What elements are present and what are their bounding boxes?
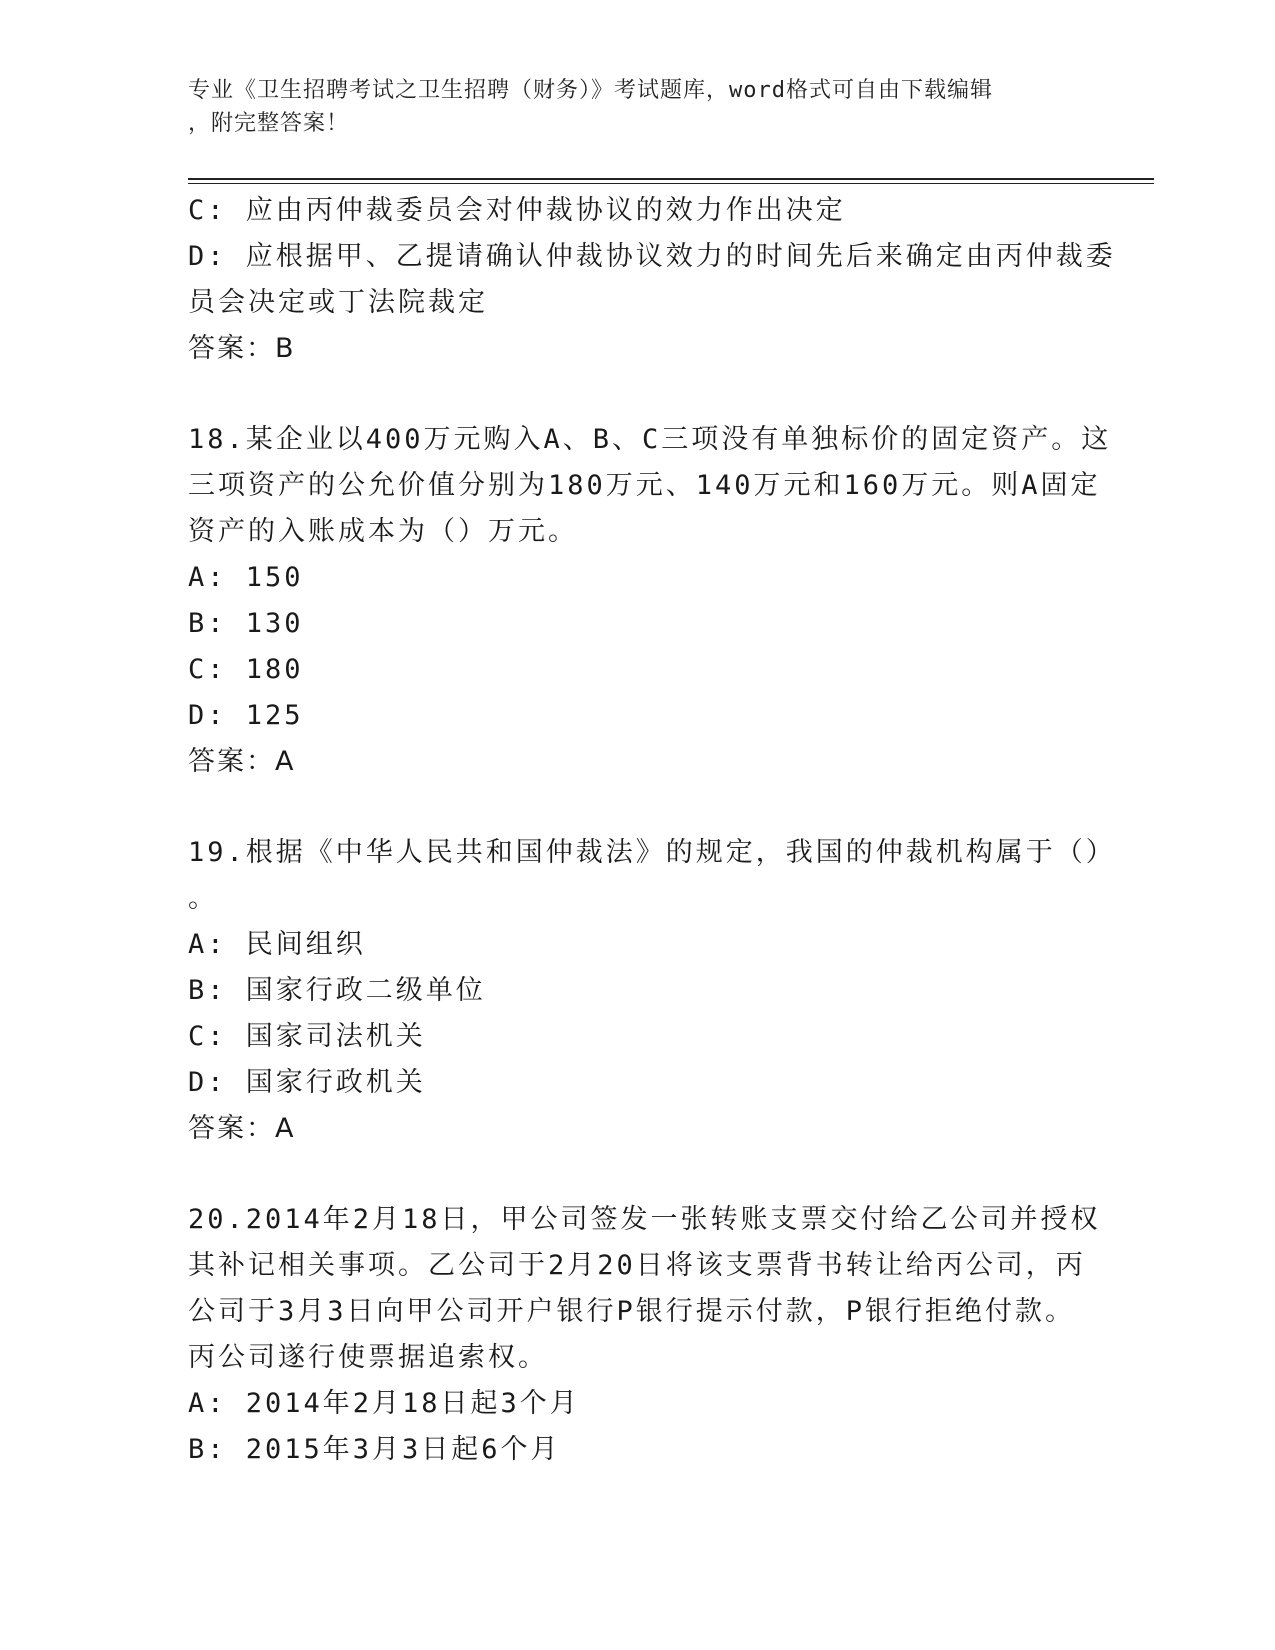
question-stem-line: 其补记相关事项。乙公司于2月20日将该支票背书转让给丙公司，丙 xyxy=(188,1250,1086,1281)
header-title-line-2: ，附完整答案！ xyxy=(188,111,350,136)
question-stem-line: 资产的入账成本为（）万元。 xyxy=(188,516,578,547)
option-d-continued: 员会决定或丁法院裁定 xyxy=(188,287,488,318)
question-stem-line: 丙公司遂行使票据追索权。 xyxy=(188,1342,548,1373)
option-c: C: 应由丙仲裁委员会对仲裁协议的效力作出决定 xyxy=(188,195,846,226)
question-stem-line: 19.根据《中华人民共和国仲裁法》的规定，我国的仲裁机构属于（） xyxy=(188,837,1116,868)
option-d: D: 应根据甲、乙提请确认仲裁协议效力的时间先后来确定由丙仲裁委 xyxy=(188,241,1116,272)
question-stem-line: 。 xyxy=(188,883,218,914)
option-c: C: 国家司法机关 xyxy=(188,1021,426,1052)
question-stem-line: 18.某企业以400万元购入A、B、C三项没有单独标价的固定资产。这 xyxy=(188,424,1112,455)
answer-line: 答案：B xyxy=(188,333,296,364)
answer-line: 答案：A xyxy=(188,746,296,777)
spacer xyxy=(188,372,1088,417)
header-divider-thick xyxy=(188,178,1154,180)
option-c: C: 180 xyxy=(188,654,304,685)
option-a: A: 2014年2月18日起3个月 xyxy=(188,1388,580,1419)
document-body xyxy=(188,188,1116,1473)
spacer xyxy=(188,1152,1088,1197)
option-b: B: 国家行政二级单位 xyxy=(188,975,486,1006)
option-d: D: 国家行政机关 xyxy=(188,1067,426,1098)
option-b: B: 2015年3月3日起6个月 xyxy=(188,1434,561,1465)
question-19 xyxy=(188,830,1116,1152)
option-a: A: 民间组织 xyxy=(188,929,366,960)
question-stem-line: 20.2014年2月18日，甲公司签发一张转账支票交付给乙公司并授权 xyxy=(188,1204,1101,1235)
option-a: A: 150 xyxy=(188,562,304,593)
question-20 xyxy=(188,1197,1101,1473)
option-b: B: 130 xyxy=(188,608,304,639)
option-d: D: 125 xyxy=(188,700,304,731)
header-divider-thin xyxy=(188,183,1154,184)
spacer xyxy=(188,785,1088,830)
page-header xyxy=(188,74,1088,140)
header-title-line: 专业《卫生招聘考试之卫生招聘（财务）》考试题库，word格式可自由下载编辑 xyxy=(188,78,993,103)
question-18 xyxy=(188,417,1112,785)
answer-line: 答案：A xyxy=(188,1113,296,1144)
question-stem-line: 公司于3月3日向甲公司开户银行P银行提示付款，P银行拒绝付款。 xyxy=(188,1296,1076,1327)
previous-question-tail xyxy=(188,188,1116,372)
question-stem-line: 三项资产的公允价值分别为180万元、140万元和160万元。则A固定 xyxy=(188,470,1101,501)
